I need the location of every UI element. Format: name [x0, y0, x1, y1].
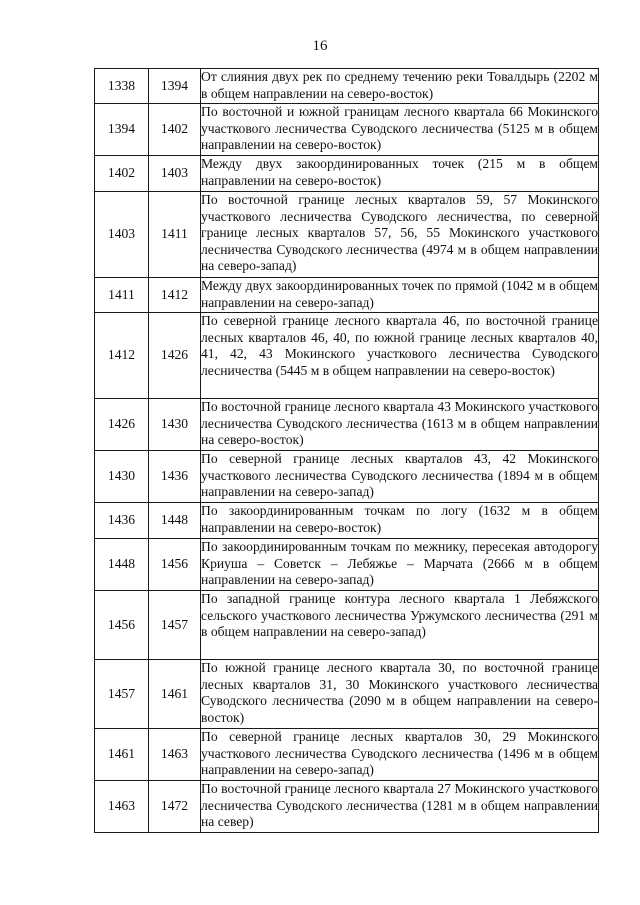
point-from-cell: 1338: [95, 69, 149, 104]
point-to-cell: 1463: [149, 729, 201, 781]
table-row: [95, 104, 599, 156]
page-number: 16: [312, 38, 328, 54]
boundary-description-cell: Между двух закоординированных точек по прямой (1042 м в общем направлении на северо-запад): [201, 278, 599, 313]
point-from-cell: 1394: [95, 104, 149, 156]
point-from-cell: 1456: [95, 591, 149, 660]
table-row: [95, 313, 599, 399]
point-from-cell: 1402: [95, 156, 149, 192]
point-to-cell: 1436: [149, 451, 201, 503]
boundary-description-cell: По восточной границе лесного квартала 27 Мокинского участкового лесничества Суводского лесничества (1281 м в общем направлении на север): [201, 781, 599, 833]
point-from-cell: 1430: [95, 451, 149, 503]
boundary-description-cell: По закоординированным точкам по межнику, пересекая автодорогу Криуша – Советск – Лебяжье – Марчата (2666 м в общем направлении на северо-запад): [201, 539, 599, 591]
table-row: [95, 192, 599, 278]
point-to-cell: 1430: [149, 399, 201, 451]
boundary-description-cell: По северной границе лесных кварталов 30, 29 Мокинского участкового лесничества Суводского лесничества (1496 м в общем направлении на северо-запад): [201, 729, 599, 781]
point-to-cell: 1402: [149, 104, 201, 156]
point-to-cell: 1456: [149, 539, 201, 591]
point-from-cell: 1436: [95, 503, 149, 539]
point-from-cell: 1412: [95, 313, 149, 399]
boundary-description-cell: От слияния двух рек по среднему течению реки Товалдырь (2202 м в общем направлении на северо-восток): [201, 69, 599, 104]
point-to-cell: 1403: [149, 156, 201, 192]
table-row: [95, 399, 599, 451]
table-row: [95, 781, 599, 833]
boundary-description-cell: По восточной и южной границам лесного квартала 66 Мокинского участкового лесничества Суводского лесничества (5125 м в общем направлении на северо-восток): [201, 104, 599, 156]
point-to-cell: 1426: [149, 313, 201, 399]
boundary-description-cell: По западной границе контура лесного квартала 1 Лебяжского сельского участкового лесничества Уржумского лесничества (291 м в общем направлении на северо-запад): [201, 591, 599, 660]
point-to-cell: 1457: [149, 591, 201, 660]
table-row: [95, 591, 599, 660]
point-to-cell: 1448: [149, 503, 201, 539]
point-from-cell: 1463: [95, 781, 149, 833]
table-row: [95, 278, 599, 313]
boundary-description-cell: Между двух закоординированных точек (215 м в общем направлении на северо-восток): [201, 156, 599, 192]
table-row: [95, 660, 599, 729]
boundary-description-cell: По восточной границе лесных кварталов 59, 57 Мокинского участкового лесничества Суводского лесничества, по северной границе лесных кварталов 57, 56, 55 Мокинского участкового лесничества Суводского лесничества (4974 м в общем направлении на северо-запад): [201, 192, 599, 278]
table-row: [95, 539, 599, 591]
point-from-cell: 1457: [95, 660, 149, 729]
point-from-cell: 1448: [95, 539, 149, 591]
point-from-cell: 1411: [95, 278, 149, 313]
point-from-cell: 1461: [95, 729, 149, 781]
table-row: [95, 156, 599, 192]
boundary-description-table: [94, 68, 599, 833]
boundary-description-cell: По восточной границе лесного квартала 43 Мокинского участкового лесничества Суводского лесничества (1613 м в общем направлении на северо-восток): [201, 399, 599, 451]
table-row: [95, 503, 599, 539]
boundary-description-cell: По закоординированным точкам по логу (1632 м в общем направлении на северо-восток): [201, 503, 599, 539]
table-row: [95, 451, 599, 503]
point-to-cell: 1394: [149, 69, 201, 104]
table-row: [95, 69, 599, 104]
point-to-cell: 1461: [149, 660, 201, 729]
point-to-cell: 1472: [149, 781, 201, 833]
point-from-cell: 1426: [95, 399, 149, 451]
point-to-cell: 1411: [149, 192, 201, 278]
boundary-description-cell: По северной границе лесного квартала 46, по восточной границе лесных кварталов 46, 40, по южной границе лесных кварталов 40, 41, 42, 43 Мокинского участкового лесничества Суводского лесничества (5445 м в общем направлении на северо-восток): [201, 313, 599, 399]
table-row: [95, 729, 599, 781]
boundary-description-cell: По северной границе лесных кварталов 43, 42 Мокинского участкового лесничества Суводского лесничества (1894 м в общем направлении на северо-запад): [201, 451, 599, 503]
point-to-cell: 1412: [149, 278, 201, 313]
point-from-cell: 1403: [95, 192, 149, 278]
boundary-description-cell: По южной границе лесного квартала 30, по восточной границе лесных кварталов 31, 30 Мокинского участкового лесничества Суводского лесничества (2090 м в общем направлении на северо-восток): [201, 660, 599, 729]
